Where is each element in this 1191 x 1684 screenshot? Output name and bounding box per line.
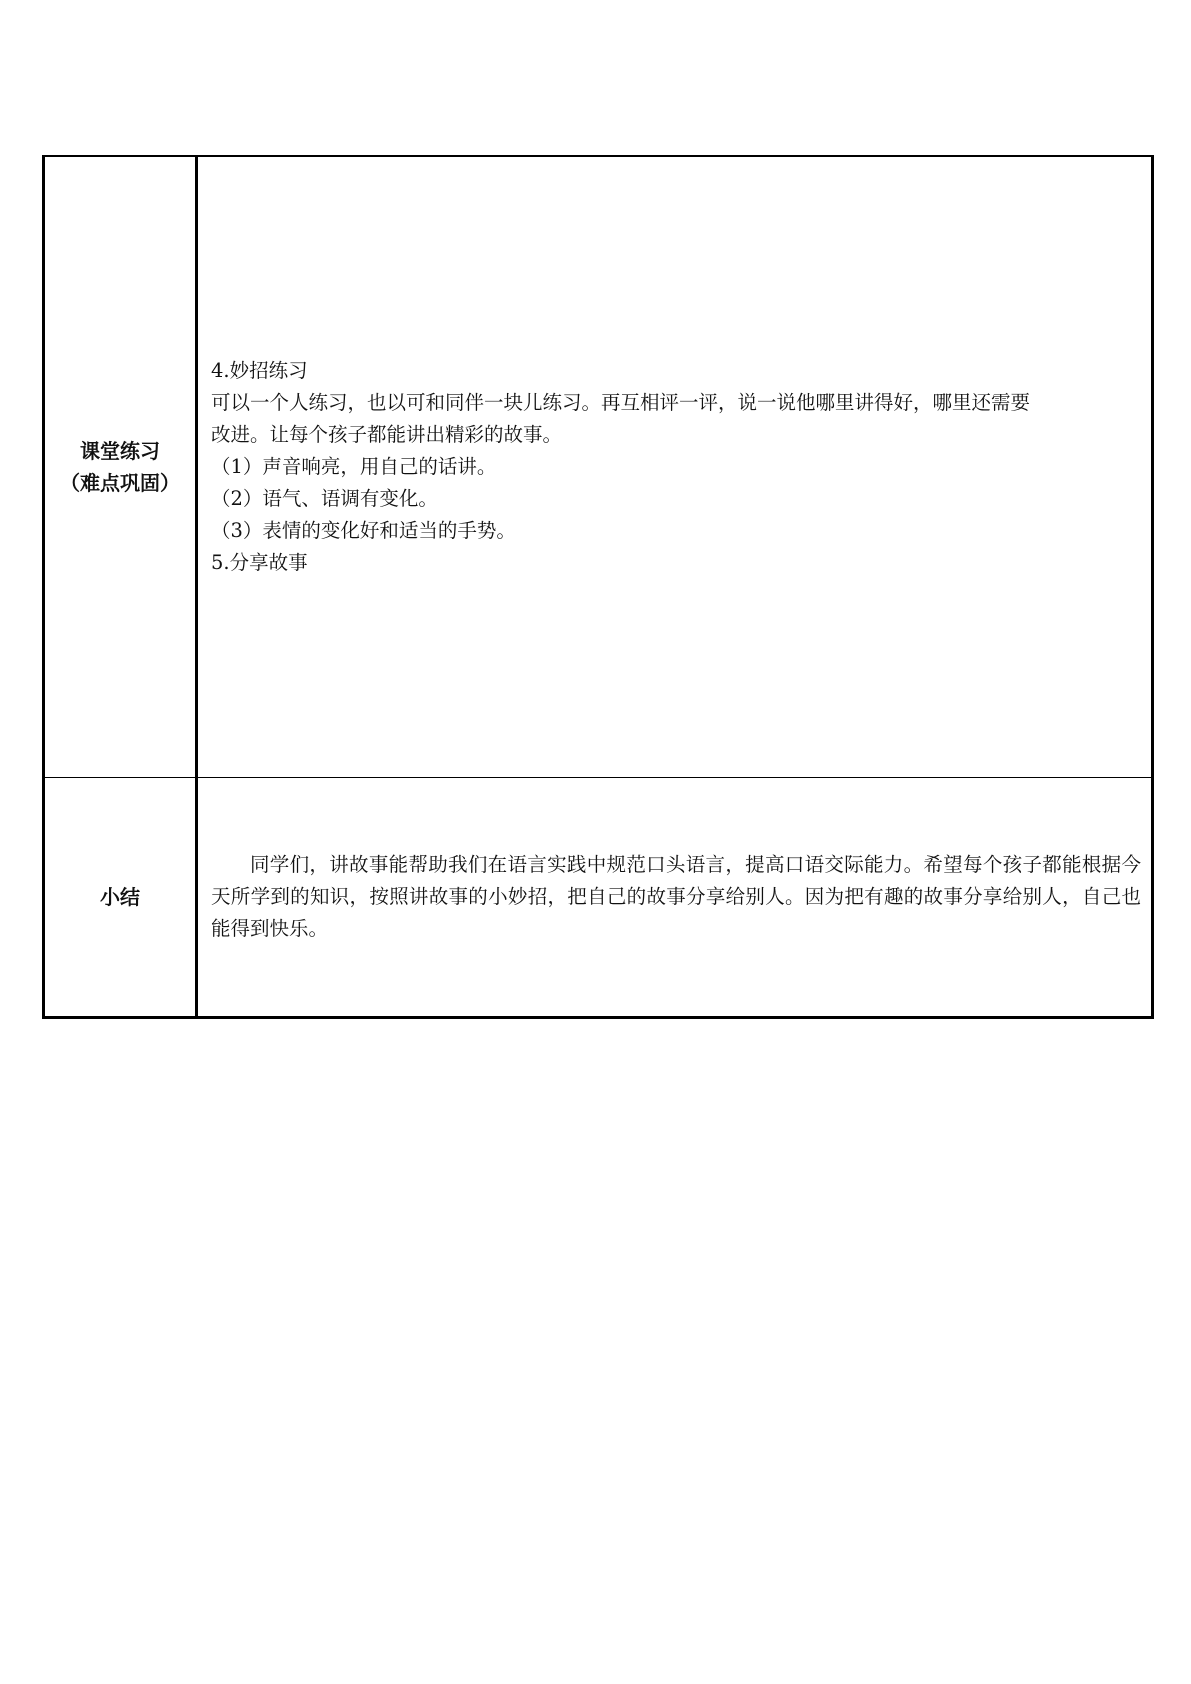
practice-label-title: 课堂练习 (80, 439, 160, 463)
table-row-summary (44, 778, 1153, 1018)
practice-label-cell (44, 156, 197, 778)
summary-label-cell (44, 778, 197, 1018)
practice-line-2: 可以一个人练习，也以可和同伴一块儿练习。再互相评一评，说一说他哪里讲得好，哪里还需要 (211, 391, 1031, 414)
practice-line-3: 改进。让每个孩子都能讲出精彩的故事。 (211, 423, 563, 446)
summary-content-cell (197, 778, 1153, 1018)
practice-line-7: 5.分享故事 (211, 551, 308, 574)
table-row-practice (44, 156, 1153, 778)
practice-line-5: （2）语气、语调有变化。 (211, 487, 438, 510)
practice-content-cell (197, 156, 1153, 778)
practice-label-subtitle: （难点巩固） (60, 471, 180, 495)
practice-line-1: 4.妙招练习 (211, 359, 308, 382)
lesson-plan-table (42, 155, 1154, 1019)
practice-line-4: （1）声音响亮，用自己的话讲。 (211, 455, 497, 478)
practice-line-6: （3）表情的变化好和适当的手势。 (211, 519, 516, 542)
summary-label: 小结 (100, 885, 140, 909)
summary-paragraph: 同学们，讲故事能帮助我们在语言实践中规范口头语言，提高口语交际能力。希望每个孩子都能根据今天所学到的知识，按照讲故事的小妙招，把自己的故事分享给别人。因为把有趣的故事分享给别人，自己也能得到快乐。 (211, 853, 1141, 940)
